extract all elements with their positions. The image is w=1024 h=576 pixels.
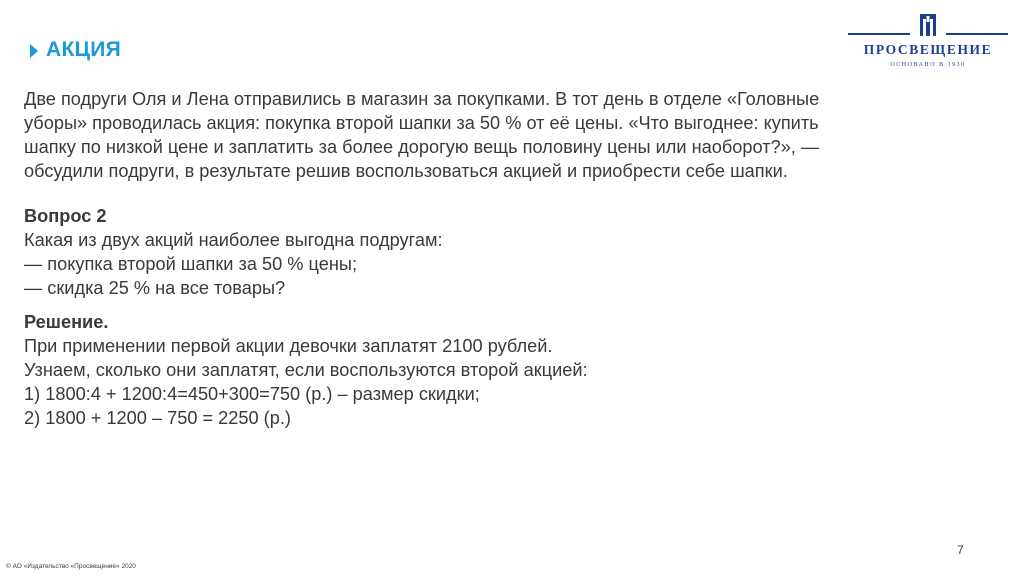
solution-line: 1) 1800:4 + 1200:4=450+300=750 (р.) – размер скидки; (24, 384, 480, 404)
question-line: Какая из двух акций наиболее выгодна подругам: (24, 230, 443, 250)
copyright-footer: © АО «Издательство «Просвещение» 2020 (6, 563, 136, 570)
slide-content (24, 87, 984, 430)
intro-paragraph (24, 87, 984, 183)
question-line: — покупка второй шапки за 50 % цены; (24, 254, 358, 274)
building-mark-icon (920, 14, 936, 36)
solution-line: 2) 1800 + 1200 – 750 = 2250 (р.) (24, 408, 291, 428)
intro-line: уборы» проводилась акция: покупка второй шапки за 50 % от её цены. «Что выгоднее: купить (24, 113, 819, 133)
solution-line: Узнаем, сколько они заплатят, если воспользуются второй акцией: (24, 360, 588, 380)
intro-line: обсудили подруги, в результате решив воспользоваться акцией и приобрести себе шапки. (24, 161, 788, 181)
question-block (24, 204, 984, 300)
page-number: 7 (957, 543, 964, 557)
question-heading: Вопрос 2 (24, 206, 107, 226)
logo-tagline: ОСНОВАНО В 1930 (890, 62, 966, 68)
chevron-right-icon (30, 44, 38, 58)
logo-rule-right (946, 33, 1008, 35)
solution-line: При применении первой акции девочки заплатят 2100 рублей. (24, 336, 553, 356)
intro-line: шапку по низкой цене и заплатить за более дорогую вещь половину цены или наоборот?», — (24, 137, 820, 157)
slide-header (30, 38, 121, 62)
intro-line: Две подруги Оля и Лена отправились в магазин за покупками. В тот день в отделе «Головные (24, 89, 820, 109)
solution-heading: Решение. (24, 312, 109, 332)
publisher-logo (848, 14, 1008, 74)
logo-name: ПРОСВЕЩЕНИЕ (863, 42, 993, 57)
slide-title: АКЦИЯ (46, 38, 122, 61)
solution-block (24, 310, 984, 430)
logo-rule-left (848, 33, 910, 35)
question-line: — скидка 25 % на все товары? (24, 278, 286, 298)
